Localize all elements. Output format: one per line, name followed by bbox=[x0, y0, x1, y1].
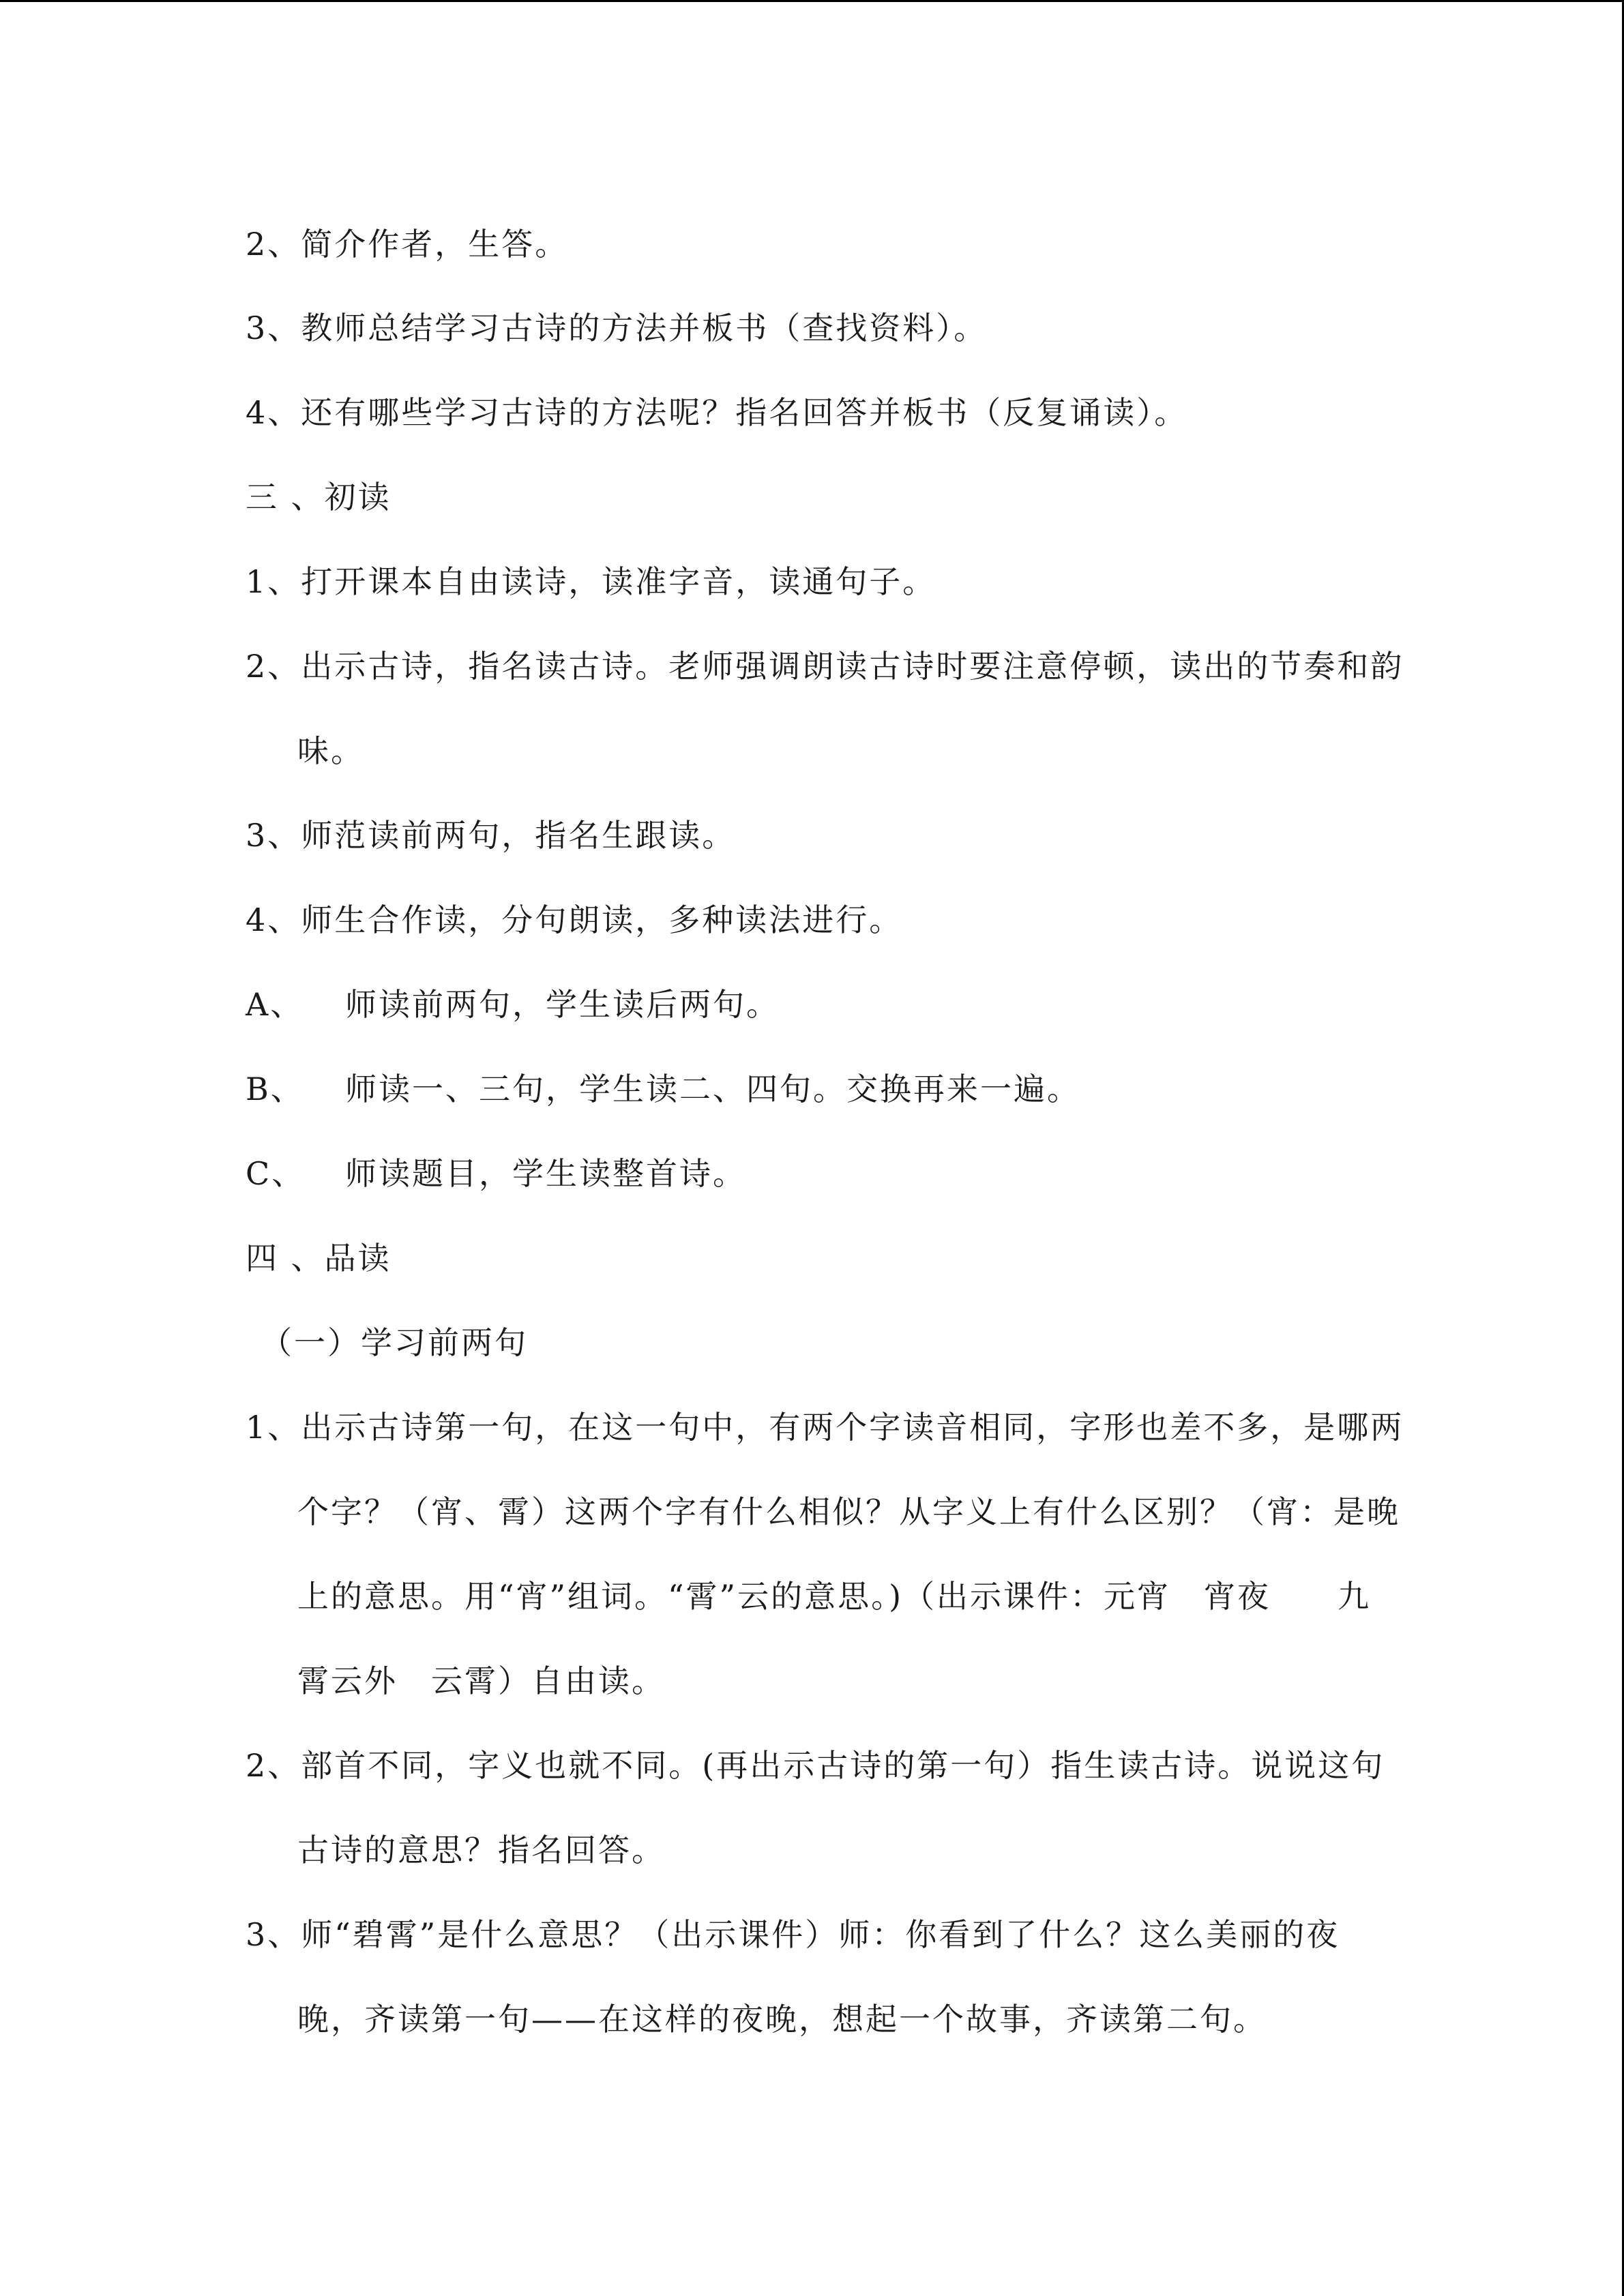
text-line-radical-2: 古诗的意思？指名回答。 bbox=[297, 1832, 665, 1868]
list-label-b: B、 bbox=[246, 1071, 304, 1107]
text-line-first-sentence: 1、出示古诗第一句，在这一句中，有两个字读音相同，字形也差不多，是哪两 bbox=[246, 1409, 1404, 1446]
text-line-bixiao-2: 晚，齐读第一句——在这样的夜晚，想起一个故事，齐读第二句。 bbox=[297, 2001, 1267, 2038]
text-line-intro-author: 2、简介作者，生答。 bbox=[246, 226, 569, 263]
text-line-radical: 2、部首不同，字义也就不同。(再出示古诗的第一句）指生读古诗。说说这句 bbox=[246, 1747, 1385, 1784]
section-heading-appreciate: 四 、品读 bbox=[246, 1240, 392, 1277]
list-text-b: 师读一、三句，学生读二、四句。交换再来一遍。 bbox=[345, 1071, 1080, 1107]
text-line-show-poem: 2、出示古诗，指名读古诗。老师强调朗读古诗时要注意停顿，读出的节奏和韵 bbox=[246, 648, 1404, 685]
text-line-teacher-model-read: 3、师范读前两句，指名生跟读。 bbox=[246, 817, 736, 854]
text-line-first-sentence-2: 个字？（宵、霄）这两个字有什么相似？从字义上有什么区别？（宵：是晚 bbox=[297, 1493, 1400, 1530]
text-line-first-sentence-4: 霄云外 云霄）自由读。 bbox=[297, 1663, 665, 1699]
list-item-c bbox=[246, 1153, 746, 1194]
list-label-c: C、 bbox=[246, 1155, 306, 1192]
text-line-show-poem-cont: 味。 bbox=[297, 732, 364, 769]
list-text-c: 师读题目，学生读整首诗。 bbox=[345, 1155, 746, 1192]
list-text-a: 师读前两句，学生读后两句。 bbox=[345, 986, 780, 1023]
text-line-open-book: 1、打开课本自由读诗，读准字音，读通句子。 bbox=[246, 563, 936, 600]
text-line-bixiao: 3、师“碧霄”是什么意思？（出示课件）师：你看到了什么？这么美丽的夜 bbox=[246, 1916, 1340, 1953]
list-label-a: A、 bbox=[246, 986, 304, 1023]
section-heading-first-read: 三 、初读 bbox=[246, 479, 392, 516]
subsection-heading-first-two: （一）学习前两句 bbox=[261, 1324, 528, 1361]
list-item-a bbox=[246, 984, 780, 1025]
text-line-first-sentence-3: 上的意思。用“宵”组词。“霄”云的意思。)（出示课件：元宵 宵夜 九 bbox=[297, 1578, 1372, 1615]
text-line-teacher-summary: 3、教师总结学习古诗的方法并板书（查找资料）。 bbox=[246, 310, 988, 346]
text-line-other-methods: 4、还有哪些学习古诗的方法呢？指名回答并板书（反复诵读）。 bbox=[246, 394, 1188, 431]
text-line-cooperative-read: 4、师生合作读，分句朗读，多种读法进行。 bbox=[246, 901, 903, 938]
list-item-b bbox=[246, 1069, 1080, 1109]
